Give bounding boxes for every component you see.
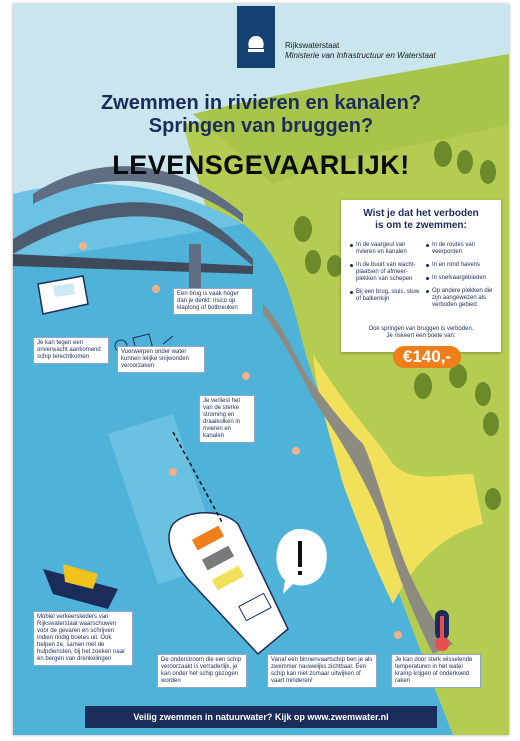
info-box	[341, 200, 501, 352]
logo-text	[285, 41, 436, 61]
list-item: In de buurt van wacht-plaatsen of afmeer-plekken van schepen	[349, 262, 421, 283]
callout-approaching-ship: Je kan tegen een onverwacht aankomend schip terechtkomen	[33, 337, 109, 364]
info-title	[341, 208, 501, 232]
info-note-line-2: Je riskeert een boete van:	[386, 333, 456, 339]
callout-undercurrent: De onderstroom die een schip veroorzaakt is verraderlijk, je kan onder het schip gezogen worden	[157, 654, 247, 688]
callout-temperature: Je kan door sterk wisselende temperaturen in het water kramp krijgen of onderkoeld raken	[391, 654, 481, 688]
info-list-right	[425, 242, 497, 315]
warning-headline: LEVENSGEVAARLIJK!	[112, 150, 410, 180]
thermometer-icon	[435, 610, 449, 651]
headline-line-2: Springen van bruggen?	[148, 115, 374, 137]
list-item: In snelvaargebieden	[425, 275, 497, 282]
info-title-line-2: is om te zwemmen:	[375, 220, 467, 231]
list-item: Bij een brug, sluis, stuw of balkenkijn	[349, 289, 421, 303]
footer-banner: Veilig zwemmen in natuurwater? Kijk op www.zwemwater.nl	[85, 706, 437, 728]
org-name: Rijkswaterstaat	[285, 41, 340, 50]
callout-bridge-height: Een brug is vaak hoger dan je denkt: risico op klaplong of botbreuken	[173, 288, 253, 315]
callout-strong-current: Je verliest het van de sterke stroming en draaikolken in rivieren en kanalen	[199, 395, 255, 443]
info-list-left	[349, 242, 421, 309]
headline-line-1: Zwemmen in rivieren en kanalen?	[100, 92, 422, 114]
info-title-line-1: Wist je dat het verboden	[363, 208, 479, 219]
info-note-line-1: Ook springen van bruggen is verboden.	[368, 326, 474, 332]
list-item: In de routes van veerponten	[425, 242, 497, 256]
crest-emblem-icon	[237, 6, 275, 68]
rijksoverheid-logo	[237, 6, 275, 68]
list-item: In en rond havens	[425, 262, 497, 269]
callout-traffic-controllers: Mobiel verkeersleiders van Rijkswaterstaat waarschuwen voor de gevaren en schrijven indien nodig boetes uit. Ook helpen ze, samen met de hulpdiensten, bij het zoeken naar en bergen van drenkelingen	[33, 611, 133, 666]
list-item: In de vaargeul van rivieren en kanalen	[349, 242, 421, 256]
callout-underwater-objects: Voorwerpen onder water kunnen lelijke snijwonden veroorzaken	[117, 346, 205, 373]
info-note	[341, 326, 501, 340]
callout-ship-visibility: Vanaf een binnenvaartschip ben je als zwemmer nauwelijks zichtbaar. Een schip kan niet zomaar uitwijken of vaart minderen!	[267, 654, 377, 688]
poster	[13, 4, 509, 735]
ministry-name: Ministerie van Infrastructuur en Waterstaat	[285, 51, 436, 60]
fine-badge: €140,-	[393, 346, 461, 368]
list-item: Op andere plekken die zijn aangewezen als verboden gebied	[425, 288, 497, 309]
